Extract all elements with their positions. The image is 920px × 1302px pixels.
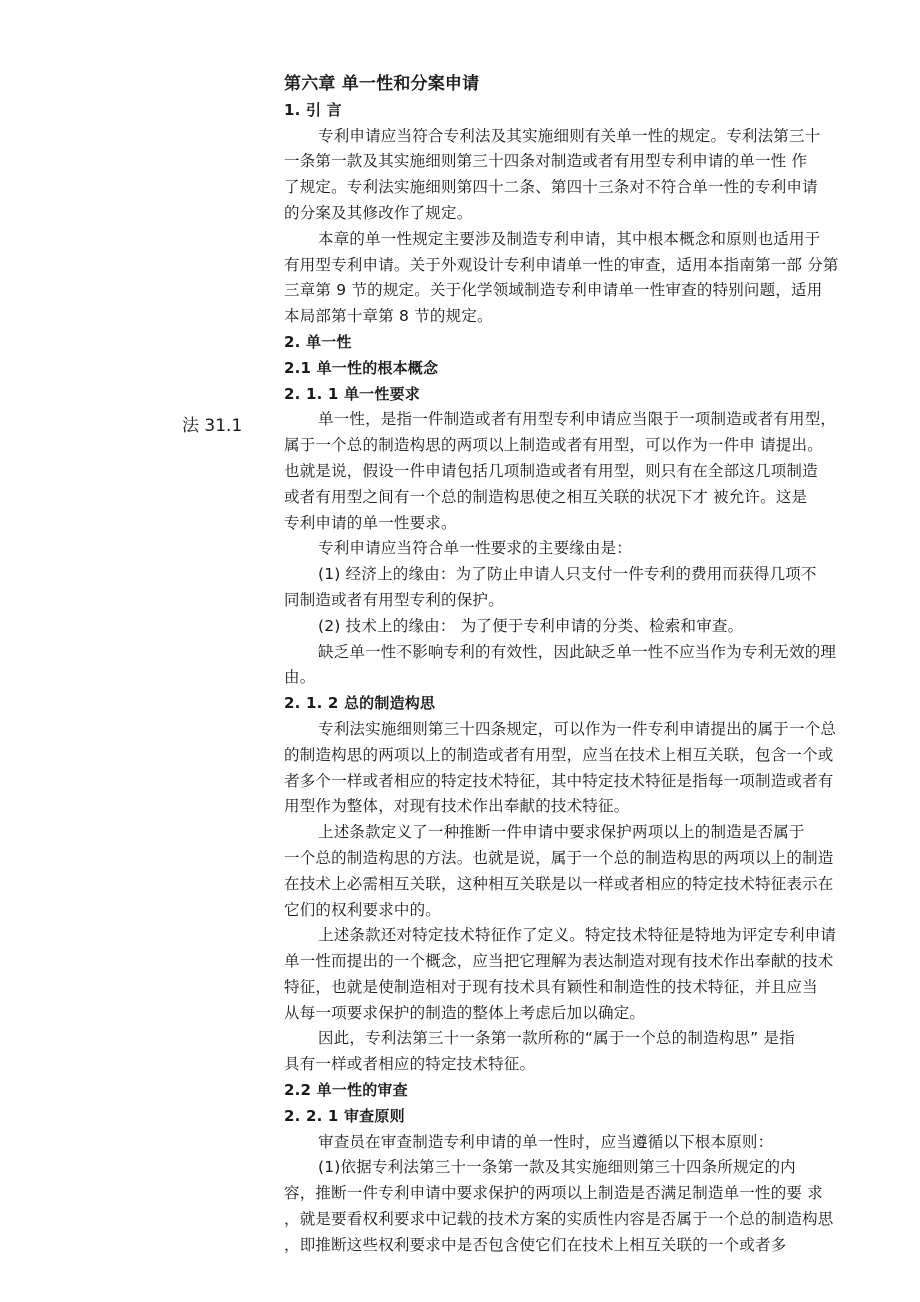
text-line: ，就是要看权利要求中记载的技术方案的实质性内容是否属于一个总的制造构思: [284, 1210, 834, 1229]
text-line: 用型作为整体，对现有技术作出奉献的技术特征。: [284, 797, 630, 816]
text-line: (1)依据专利法第三十一条第一款及其实施细则第三十四条所规定的内: [318, 1158, 796, 1177]
text-line: 在技术上必需相互关联，这种相互关联是以一样或者相应的特定技术特征表示在: [284, 874, 834, 893]
section-heading: 1. 引 言: [284, 100, 342, 119]
text-line: 了规定。专利法实施细则第四十二条、第四十三条对不符合单一性的专利申请: [284, 178, 818, 197]
text-line: 因此，专利法第三十一条第一款所称的“属于一个总的制造构思” 是指: [318, 1029, 795, 1048]
chapter-title: 第六章 单一性和分案申请: [284, 74, 480, 94]
text-line: ，即推断这些权利要求中是否包含使它们在技术上相互关联的一个或者多: [284, 1235, 787, 1254]
text-line: 三章第 9 节的规定。关于化学领域制造专利申请单一性审查的特别问题，适用: [284, 281, 823, 300]
section-heading: 2.1 单一性的根本概念: [284, 358, 439, 377]
text-line: 容，推断一件专利申请中要求保护的两项以上制造是否满足制造单一性的要 求: [284, 1184, 823, 1203]
text-line: 专利法实施细则第三十四条规定，可以作为一件专利申请提出的属于一个总: [318, 719, 837, 738]
text-line: 本局部第十章第 8 节的规定。: [284, 307, 493, 326]
text-line: 属于一个总的制造构思的两项以上制造或者有用型，可以作为一件申 请提出。: [284, 436, 823, 455]
text-line: 专利申请应当符合专利法及其实施细则有关单一性的规定。专利法第三十: [318, 126, 821, 145]
text-line: 单一性，是指一件制造或者有用型专利申请应当限于一项制造或者有用型，: [318, 410, 837, 429]
section-heading: 2. 1. 1 单一性要求: [284, 384, 420, 403]
text-line: 上述条款定义了一种推断一件申请中要求保护两项以上的制造是否属于: [318, 823, 805, 842]
section-heading: 2.2 单一性的审查: [284, 1081, 408, 1100]
text-line: 单一性而提出的一个概念，应当把它理解为表达制造对现有技术作出奉献的技术: [284, 952, 834, 971]
text-line: 一个总的制造构思的方法。也就是说，属于一个总的制造构思的两项以上的制造: [284, 848, 834, 867]
text-line: 特征，也就是使制造相对于现有技术具有颖性和制造性的技术特征，并且应当: [284, 977, 818, 996]
text-line: (1) 经济上的缘由：为了防止申请人只支付一件专利的费用而获得几项不: [318, 565, 817, 584]
text-line: 的分案及其修改作了规定。: [284, 203, 473, 222]
text-line: 一条第一款及其实施细则第三十四条对制造或者有用型专利申请的单一性 作: [284, 152, 808, 171]
text-line: 审查员在审查制造专利申请的单一性时，应当遵循以下根本原则：: [318, 1132, 774, 1151]
text-line: 它们的权利要求中的。: [284, 900, 442, 919]
text-line: 同制造或者有用型专利的保护。: [284, 590, 504, 609]
text-line: 或者有用型之间有一个总的制造构思使之相互关联的状况下才 被允许。这是: [284, 487, 808, 506]
text-line: 的制造构思的两项以上的制造或者有用型，应当在技术上相互关联，包含一个或: [284, 745, 834, 764]
text-line: 有用型专利申请。关于外观设计专利申请单一性的审查，适用本指南第一部 分第: [284, 255, 839, 274]
text-line: 上述条款还对特定技术特征作了定义。特定技术特征是特地为评定专利申请: [318, 926, 837, 945]
text-line: 缺乏单一性不影响专利的有效性，因此缺乏单一性不应当作为专利无效的理: [318, 642, 837, 661]
text-line: 专利申请的单一性要求。: [284, 513, 457, 532]
section-heading: 2. 1. 2 总的制造构思: [284, 694, 436, 713]
text-line: 专利申请应当符合单一性要求的主要缘由是：: [318, 539, 633, 558]
text-line: 者多个一样或者相应的特定技术特征，其中特定技术特征是指每一项制造或者有: [284, 771, 834, 790]
text-line: 从每一项要求保护的制造的整体上考虑后加以确定。: [284, 1003, 646, 1022]
text-line: (2) 技术上的缘由： 为了便于专利申请的分类、检索和审查。: [318, 616, 744, 635]
text-line: 也就是说，假设一件申请包括几项制造或者有用型，则只有在全部这几项制造: [284, 461, 818, 480]
text-line: 具有一样或者相应的特定技术特征。: [284, 1055, 536, 1074]
section-heading: 2. 2. 1 审查原则: [284, 1106, 405, 1125]
document-body: [284, 72, 844, 1259]
text-line: 由。: [284, 668, 316, 687]
margin-law-reference: 法 31.1: [182, 416, 243, 436]
text-line: 本章的单一性规定主要涉及制造专利申请，其中根本概念和原则也适用于: [318, 229, 821, 248]
section-heading: 2. 单一性: [284, 332, 352, 351]
